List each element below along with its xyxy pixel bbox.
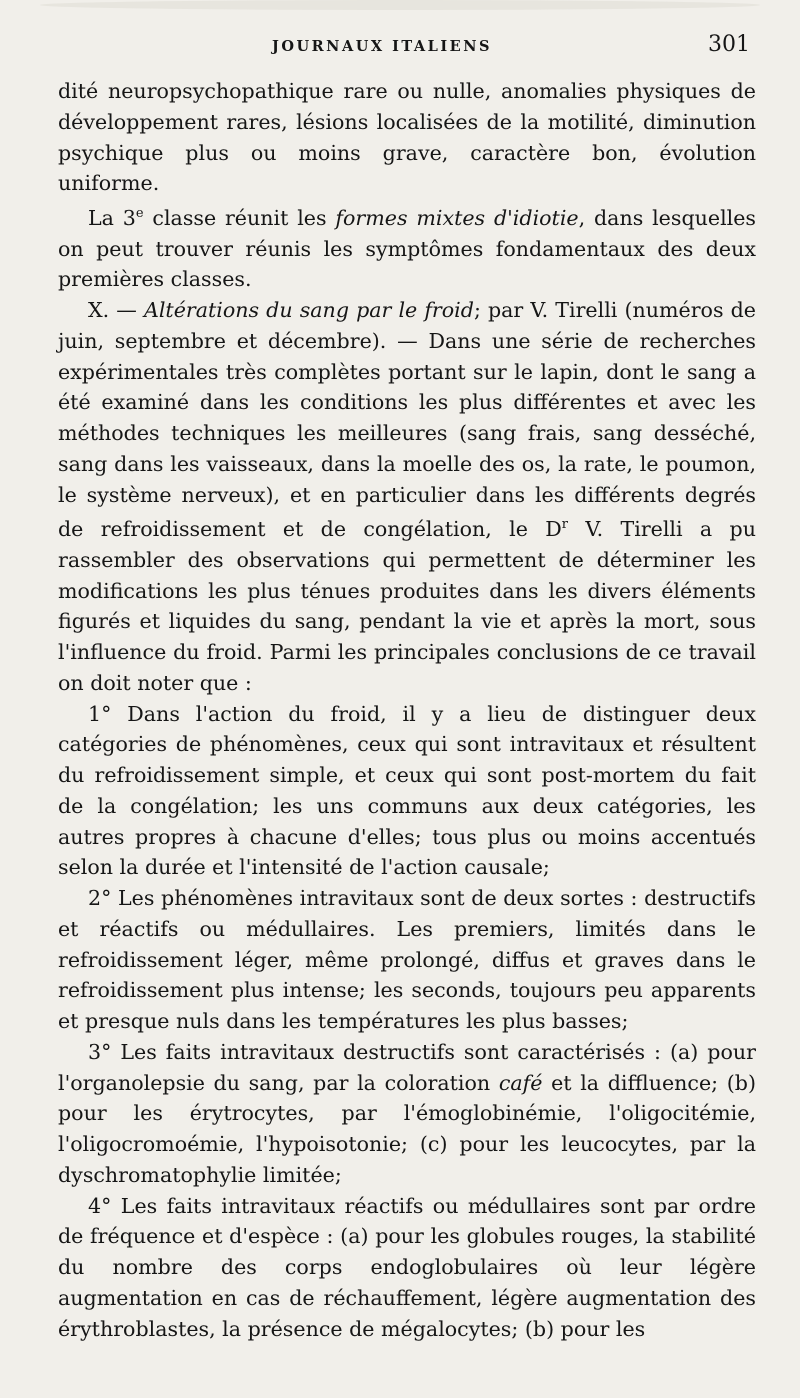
page-header — [58, 32, 756, 76]
paragraph-text: 4° Les faits intravitaux réactifs ou médullaires sont par ordre de fréquence et d'espèce : (a) pour les globules rouges, la stabilité du nombre des corps endoglobulaires où leur légère augmentation en cas de réchauffement, légère augmentation des érythroblastes, la présence de mégalocytes; (b) pour les — [58, 1193, 756, 1341]
italic-term: formes mixtes d'idiotie — [335, 205, 579, 230]
text-run: et la diffluence; (b) pour les érytrocytes, par l'émoglobinémie, l'oligocitémie, l'oligocromoémie, l'hypoisotonie; (c) pour les leucocytes, par la dyschromatophylie limitée; — [58, 1070, 756, 1187]
text-run: La 3 — [88, 205, 136, 230]
paragraph-continuation — [58, 76, 756, 199]
paragraph-conclusion-4 — [58, 1191, 756, 1345]
text-run: ; par V. Tirelli (numéros de juin, septembre et décembre). — Dans une série de recherches expérimentales très complètes portant sur le lapin, dont le sang a été examiné dans les conditions les plus différentes et avec les méthodes techniques les meilleures (sang frais, sang desséché, sang dans les vaisseaux, dans la moelle des os, la rate, le poumon, le système nerveux), et en particulier dans les différents degrés de refroidissement et de congélation, le D — [58, 298, 756, 542]
text-run: V. Tirelli a pu rassembler des observations qui permettent de déterminer les modifications les plus ténues produites dans les divers éléments figurés et liquides du sang, pendant la vie et après la mort, sous l'influence du froid. Parmi les principales conclusions de ce travail on doit noter que : — [58, 517, 756, 695]
paragraph-conclusion-1 — [58, 699, 756, 884]
text-run: classe réunit les — [143, 205, 336, 230]
paragraph-text: 2° Les phénomènes intravitaux sont de deux sortes : destructifs et réactifs ou médullaires. Les premiers, limités dans le refroidissement léger, même prolongé, diffus et graves dans le refroidissement plus intense; les seconds, toujours peu apparents et presque nuls dans les températures les plus basses; — [58, 886, 756, 1034]
paragraph-conclusion-2 — [58, 883, 756, 1037]
text-run: , dans lesquelles on peut trouver réunis les symptômes fondamentaux des deux premières classes. — [58, 205, 757, 292]
paragraph-article-x — [58, 295, 756, 699]
article-title: Altérations du sang par le froid — [143, 298, 474, 323]
paragraph-text: dité neuropsychopathique rare ou nulle, anomalies physiques de développement rares, lésions localisées de la motilité, diminution psychique plus ou moins grave, caractère bon, évolution uniforme. — [58, 79, 756, 196]
paragraph-text: 1° Dans l'action du froid, il y a lieu de distinguer deux catégories de phénomènes, ceux qui sont intravitaux et résultent du refroidissement simple, et ceux qui sont post-mortem du fait de la congélation; les uns communs aux deux catégories, les autres propres à chacune d'elles; tous plus ou moins accentués selon la durée et l'intensité de l'action causale; — [58, 701, 756, 880]
paragraph-third-class — [58, 199, 756, 295]
text-run: 3° Les faits intravitaux destructifs sont caractérisés : (a) pour l'organolepsie du sang, par la coloration — [58, 1039, 756, 1095]
running-title: JOURNAUX ITALIENS — [272, 38, 492, 55]
italic-term: café — [498, 1070, 543, 1095]
superscript: r — [561, 517, 569, 533]
page-number: 301 — [708, 32, 750, 57]
paragraph-conclusion-3 — [58, 1037, 756, 1191]
paper-shade — [40, 0, 760, 10]
superscript: e — [135, 206, 144, 221]
body-text — [58, 76, 756, 1344]
text-run: X. — — [88, 298, 144, 323]
